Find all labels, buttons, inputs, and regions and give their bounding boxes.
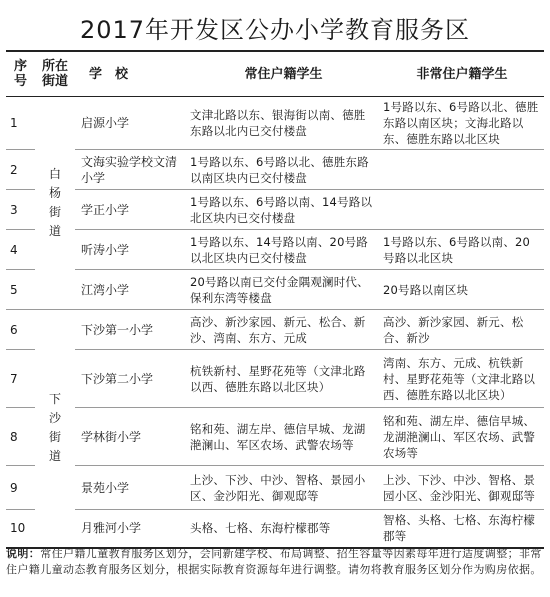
resident-area: 1号路以东、6号路以南、14号路以北区块内已交付楼盘	[187, 190, 380, 230]
street-name: 下沙街道	[48, 392, 61, 464]
resident-area: 文津北路以东、银海街以南、德胜东路以北内已交付楼盘	[187, 97, 380, 150]
resident-area: 头格、七格、东海柠檬郡等	[187, 510, 380, 548]
school-name: 学正小学	[75, 190, 187, 230]
school-name: 景苑小学	[75, 466, 187, 510]
non-resident-area: 铭和苑、湖左岸、德信早城、龙湖滟澜山、军区农场、武警农场等	[380, 408, 544, 466]
table-row	[6, 150, 544, 190]
table-row	[6, 230, 544, 270]
non-resident-area: 20号路以南区块	[380, 270, 544, 310]
table-row	[6, 310, 544, 350]
table-row	[6, 408, 544, 466]
header-street: 所在街道	[35, 51, 75, 97]
header-resident: 常住户籍学生	[187, 51, 380, 97]
table-header-row	[6, 51, 544, 97]
non-resident-area: 上沙、下沙、中沙、智格、景园小区、金沙阳光、御观邸等	[380, 466, 544, 510]
footnote-text: 常住户籍儿童教育服务区划分，会同新建学校、布局调整、招生容量等因素每年进行适度调整；非常住户籍儿童动态教育服务区划分，根据实际教育资源每年进行调整。请勿将教育服务区划分作为购房依据。	[6, 547, 542, 576]
resident-area: 高沙、新沙家园、新元、松合、新沙、湾南、东方、元成	[187, 310, 380, 350]
header-non-resident: 非常住户籍学生	[380, 51, 544, 97]
school-name: 听涛小学	[75, 230, 187, 270]
non-resident-area: 1号路以东、6号路以南、20号路以北区块	[380, 230, 544, 270]
row-num: 4	[6, 230, 35, 270]
school-name: 江湾小学	[75, 270, 187, 310]
non-resident-area: 高沙、新沙家园、新元、松合、新沙	[380, 310, 544, 350]
row-num: 10	[6, 510, 35, 548]
table-row	[6, 466, 544, 510]
table-row	[6, 270, 544, 310]
school-name: 启源小学	[75, 97, 187, 150]
row-num: 7	[6, 350, 35, 408]
row-num: 6	[6, 310, 35, 350]
table-row	[6, 97, 544, 150]
school-name: 下沙第一小学	[75, 310, 187, 350]
table-row	[6, 190, 544, 230]
service-area-table-wrap	[6, 50, 544, 542]
school-name: 月雅河小学	[75, 510, 187, 548]
school-name: 学林街小学	[75, 408, 187, 466]
row-num: 8	[6, 408, 35, 466]
row-num: 1	[6, 97, 35, 150]
non-resident-area: 1号路以东、6号路以北、德胜东路以南区块；文海北路以东、德胜东路以北区块	[380, 97, 544, 150]
non-resident-area: 湾南、东方、元成、杭铁新村、星野花苑等（文津北路以西、德胜东路以北区块）	[380, 350, 544, 408]
footnote	[6, 546, 544, 578]
resident-area: 1号路以东、6号路以北、德胜东路以南区块内已交付楼盘	[187, 150, 380, 190]
footnote-label: 说明：	[6, 547, 41, 560]
table-row	[6, 510, 544, 548]
non-resident-area	[380, 190, 544, 230]
row-num: 2	[6, 150, 35, 190]
row-num: 9	[6, 466, 35, 510]
resident-area: 上沙、下沙、中沙、智格、景园小区、金沙阳光、御观邸等	[187, 466, 380, 510]
school-name: 文海实验学校文清小学	[75, 150, 187, 190]
street-name: 白杨街道	[48, 167, 61, 238]
non-resident-area: 智格、头格、七格、东海柠檬郡等	[380, 510, 544, 548]
table-row	[6, 350, 544, 408]
resident-area: 铭和苑、湖左岸、德信早城、龙湖滟澜山、军区农场、武警农场等	[187, 408, 380, 466]
service-area-table	[6, 50, 544, 549]
street-group-baiyang	[35, 97, 75, 310]
header-num: 序号	[6, 51, 35, 97]
street-group-xiasha	[35, 310, 75, 548]
resident-area: 1号路以东、14号路以南、20号路以北区块内已交付楼盘	[187, 230, 380, 270]
page-title: 2017年开发区公办小学教育服务区	[79, 16, 471, 44]
non-resident-area	[380, 150, 544, 190]
header-school: 学 校	[75, 51, 187, 97]
row-num: 3	[6, 190, 35, 230]
resident-area: 杭铁新村、星野花苑等（文津北路以西、德胜东路以北区块）	[187, 350, 380, 408]
row-num: 5	[6, 270, 35, 310]
school-name: 下沙第二小学	[75, 350, 187, 408]
resident-area: 20号路以南已交付金隅观澜时代、保利东湾等楼盘	[187, 270, 380, 310]
